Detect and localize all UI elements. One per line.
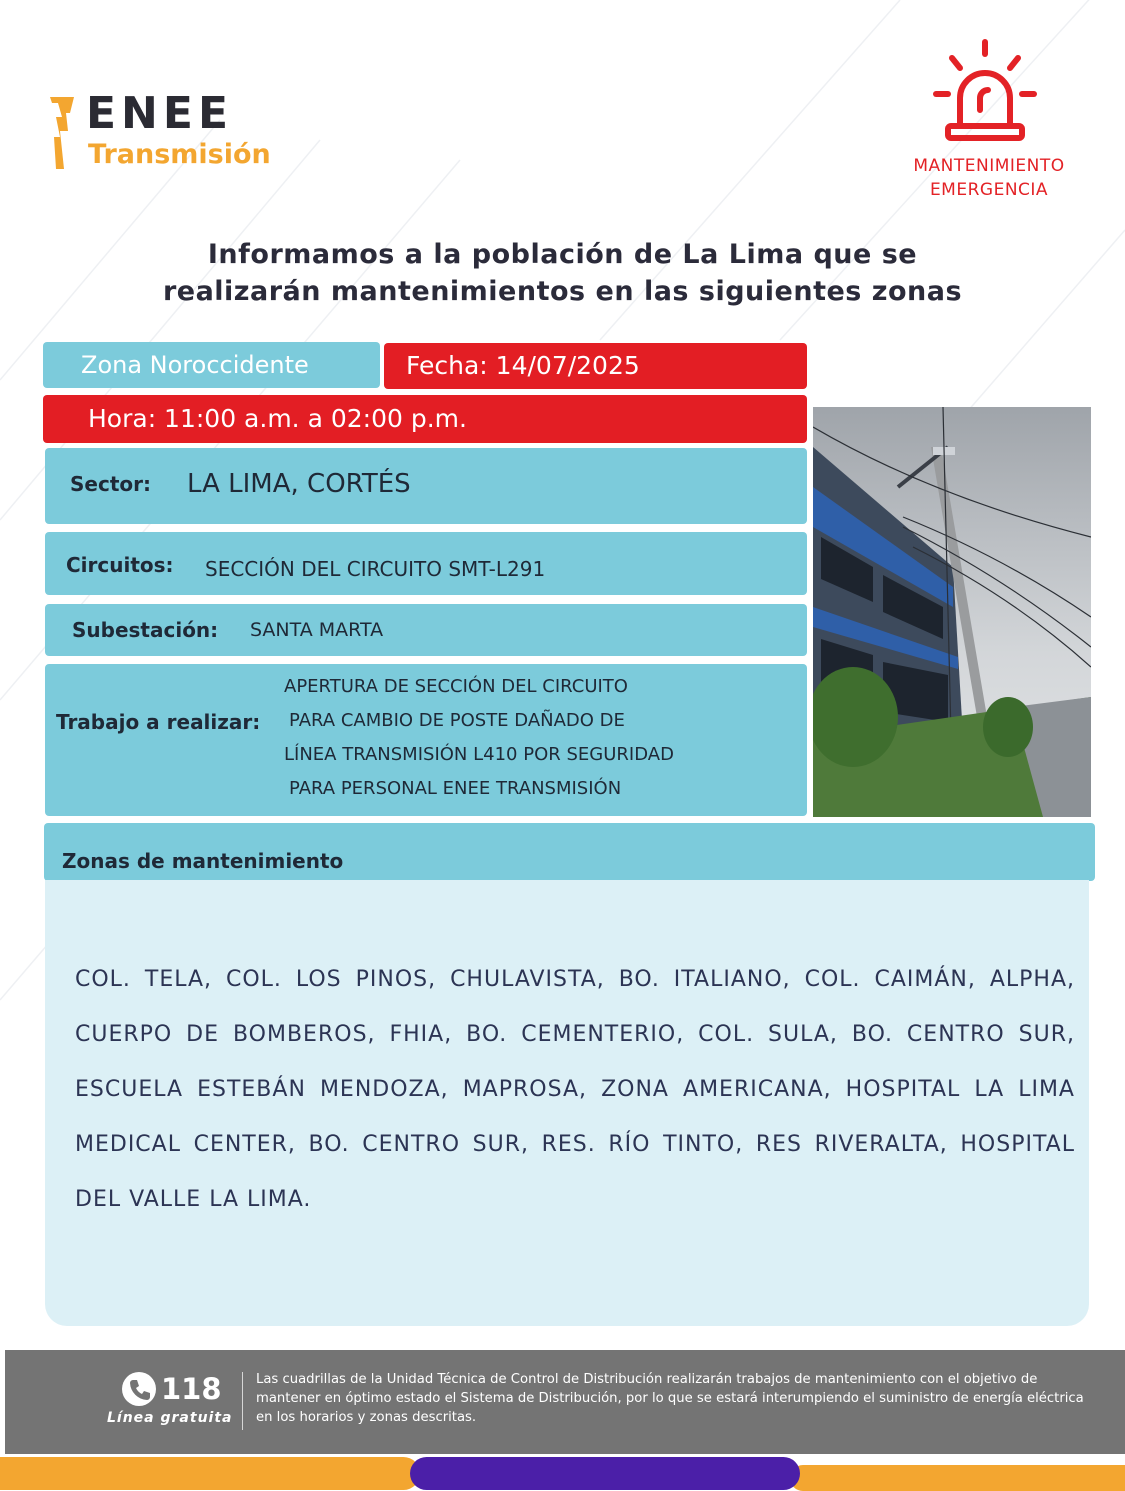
footer-divider (242, 1372, 243, 1430)
brand-name: ENEE (86, 88, 233, 139)
trabajo-line: PARA PERSONAL ENEE TRANSMISIÓN (289, 778, 622, 799)
decor-stripe-orange (790, 1465, 1125, 1491)
emergency-line2: EMERGENCIA (929, 180, 1049, 200)
trabajo-line: PARA CAMBIO DE POSTE DAÑADO DE (289, 710, 625, 731)
zona-badge: Zona Noroccidente (43, 342, 380, 388)
trabajo-line: APERTURA DE SECCIÓN DEL CIRCUITO (284, 676, 628, 697)
trabajo-label: Trabajo a realizar: (56, 710, 261, 734)
circuitos-value: SECCIÓN DEL CIRCUITO SMT-L291 (205, 557, 546, 581)
zonas-list: COL. TELA, COL. LOS PINOS, CHULAVISTA, BO. ITALIANO, COL. CAIMÁN, ALPHA, CUERPO DE BOMBEROS, FHIA, BO. CEMENTERIO, COL. SULA, BO. CENTRO SUR, ESCUELA ESTEBÁN MENDOZA, MAPROSA, ZONA AMERICANA, HOSPITAL LA LIMA MEDICAL CENTER, BO. CENTRO SUR, RES. RÍO TINTO, RES RIVERALTA, HOSPITAL DEL VALLE LA LIMA. (75, 967, 1075, 1212)
decor-stripe-orange (0, 1457, 420, 1490)
circuitos-label: Circuitos: (66, 553, 174, 577)
zonas-header (44, 823, 1095, 881)
siren-icon (930, 38, 1040, 148)
trabajo-line: LÍNEA TRANSMISIÓN L410 POR SEGURIDAD (284, 744, 674, 765)
headline-line2: realizarán mantenimientos en las siguientes zonas (162, 276, 963, 307)
enee-lightning-logo-icon (50, 97, 76, 169)
phone-label: Línea gratuita (107, 1410, 233, 1426)
decor-stripe-purple (410, 1457, 800, 1490)
sector-row (45, 448, 807, 524)
footer-notice: Las cuadrillas de la Unidad Técnica de Control de Distribución realizarán trabajos de mantenimiento con el objetivo de mantener en óptimo estado el Sistema de Distribución, por lo que se estará interumpiendo el suministro de energía eléctrica en los horarios y zonas descritas. (256, 1372, 1084, 1425)
site-photo (813, 407, 1091, 817)
fecha-badge: Fecha: 14/07/2025 (384, 343, 807, 389)
trabajo-row (45, 664, 807, 816)
phone-number: 118 (161, 1372, 222, 1406)
emergency-line1: MANTENIMIENTO (913, 156, 1065, 176)
subestacion-value: SANTA MARTA (250, 619, 384, 641)
sector-label: Sector: (70, 472, 151, 496)
headline (60, 236, 1065, 310)
subestacion-row (45, 604, 807, 656)
hora-badge: Hora: 11:00 a.m. a 02:00 p.m. (43, 395, 807, 443)
brand-division: Transmisión (88, 139, 271, 170)
phone-icon (120, 1370, 158, 1408)
subestacion-label: Subestación: (72, 618, 219, 642)
circuitos-row (45, 532, 807, 595)
zonas-title: Zonas de mantenimiento (62, 849, 344, 873)
sector-value: LA LIMA, CORTÉS (187, 469, 411, 499)
headline-line1: Informamos a la población de La Lima que se (207, 239, 918, 270)
